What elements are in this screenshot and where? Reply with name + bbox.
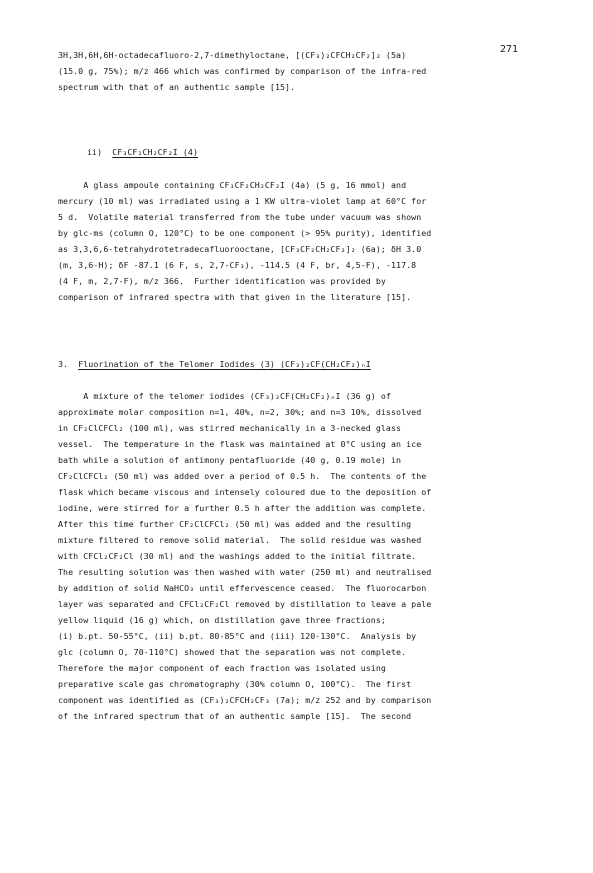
section-number: 3.: [58, 359, 69, 369]
text-line: 3H,3H,6H,6H-octadecafluoro-2,7-dimethyloctane, [(CF₃)₂CFCH₂CF₂]₂ (5a): [58, 50, 407, 60]
text-line: 5 d. Volatile material transferred from the tube under vacuum was shown: [58, 212, 422, 222]
text-line: A glass ampoule containing CF₃CF₂CH₂CF₂I (4a) (5 g, 16 mmol) and: [58, 180, 407, 190]
text-line: mixture filtered to remove solid material. The solid residue was washed: [58, 535, 422, 545]
text-line: Therefore the major component of each fraction was isolated using: [58, 663, 386, 673]
text-line: iodine, were stirred for a further 0.5 h after the addition was complete.: [58, 503, 427, 513]
text-line: A mixture of the telomer iodides (CF₃)₂CF(CH₂CF₂)ₙI (36 g) of: [58, 391, 391, 401]
subsection-heading-ii: [87, 147, 198, 157]
text-line: (15.0 g, 75%); m/z 466 which was confirmed by comparison of the infra-red: [58, 66, 427, 76]
text-line: spectrum with that of an authentic sample [15].: [58, 82, 296, 92]
text-line: CF₂ClCFCl₂ (50 ml) was added over a period of 0.5 h. The contents of the: [58, 471, 427, 481]
text-line: by addition of solid NaHCO₃ until effervescence ceased. The fluorocarbon: [58, 583, 427, 593]
text-line: of the infrared spectrum that of an authentic sample [15]. The second: [58, 711, 412, 721]
text-line: bath while a solution of antimony pentafluoride (40 g, 0.19 mole) in: [58, 455, 402, 465]
text-line: approximate molar composition n=1, 40%, n=2, 30%; and n=3 10%, dissolved: [58, 407, 422, 417]
section-heading-3: [58, 359, 371, 369]
text-line: by glc-ms (column O, 120°C) to be one component (> 95% purity), identified: [58, 228, 432, 238]
text-line: glc (column O, 70-110°C) showed that the separation was not complete.: [58, 647, 407, 657]
text-line: comparison of infrared spectra with that given in the literature [15].: [58, 292, 412, 302]
text-line: component was identified as (CF₃)₂CFCH₂CF₃ (7a); m/z 252 and by comparison: [58, 695, 432, 705]
text-line: (m, 3,6-H); δF -87.1 (6 F, s, 2,7-CF₃), -114.5 (4 F, br, 4,5-F), -117.8: [58, 260, 417, 270]
text-line: (i) b.pt. 50-55°C, (ii) b.pt. 80-85°C and (iii) 120-130°C. Analysis by: [58, 631, 417, 641]
text-line: in CF₂ClCFCl₂ (100 ml), was stirred mechanically in a 3-necked glass: [58, 423, 402, 433]
text-line: layer was separated and CFCl₂CF₂Cl removed by distillation to leave a pale: [58, 599, 432, 609]
text-line: After this time further CF₂ClCFCl₂ (50 ml) was added and the resulting: [58, 519, 412, 529]
page-number: 271: [500, 44, 519, 55]
text-line: (4 F, m, 2,7-F), m/z 366. Further identification was provided by: [58, 276, 386, 286]
text-line: The resulting solution was then washed with water (250 ml) and neutralised: [58, 567, 432, 577]
text-line: vessel. The temperature in the flask was maintained at 0°C using an ice: [58, 439, 422, 449]
subsection-label: ii): [87, 147, 103, 157]
subsection-title: CF₃CF₂CH₂CF₂I (4): [112, 147, 199, 157]
text-line: with CFCl₂CF₂Cl (30 ml) and the washings added to the initial filtrate.: [58, 551, 417, 561]
text-line: flask which became viscous and intensely coloured due to the deposition of: [58, 487, 432, 497]
text-line: preparative scale gas chromatography (30% column O, 100°C). The first: [58, 679, 412, 689]
text-line: mercury (10 ml) was irradiated using a 1 KW ultra-violet lamp at 60°C for: [58, 196, 427, 206]
section-title: Fluorination of the Telomer Iodides (3) (CF₃)₂CF(CH₂CF₂)ₙI: [78, 359, 371, 369]
text-line: as 3,3,6,6-tetrahydrotetradecafluorooctane, [CF₃CF₂CH₂CF₂]₂ (6a); δH 3.0: [58, 244, 422, 254]
text-line: yellow liquid (16 g) which, on distillation gave three fractions;: [58, 615, 386, 625]
